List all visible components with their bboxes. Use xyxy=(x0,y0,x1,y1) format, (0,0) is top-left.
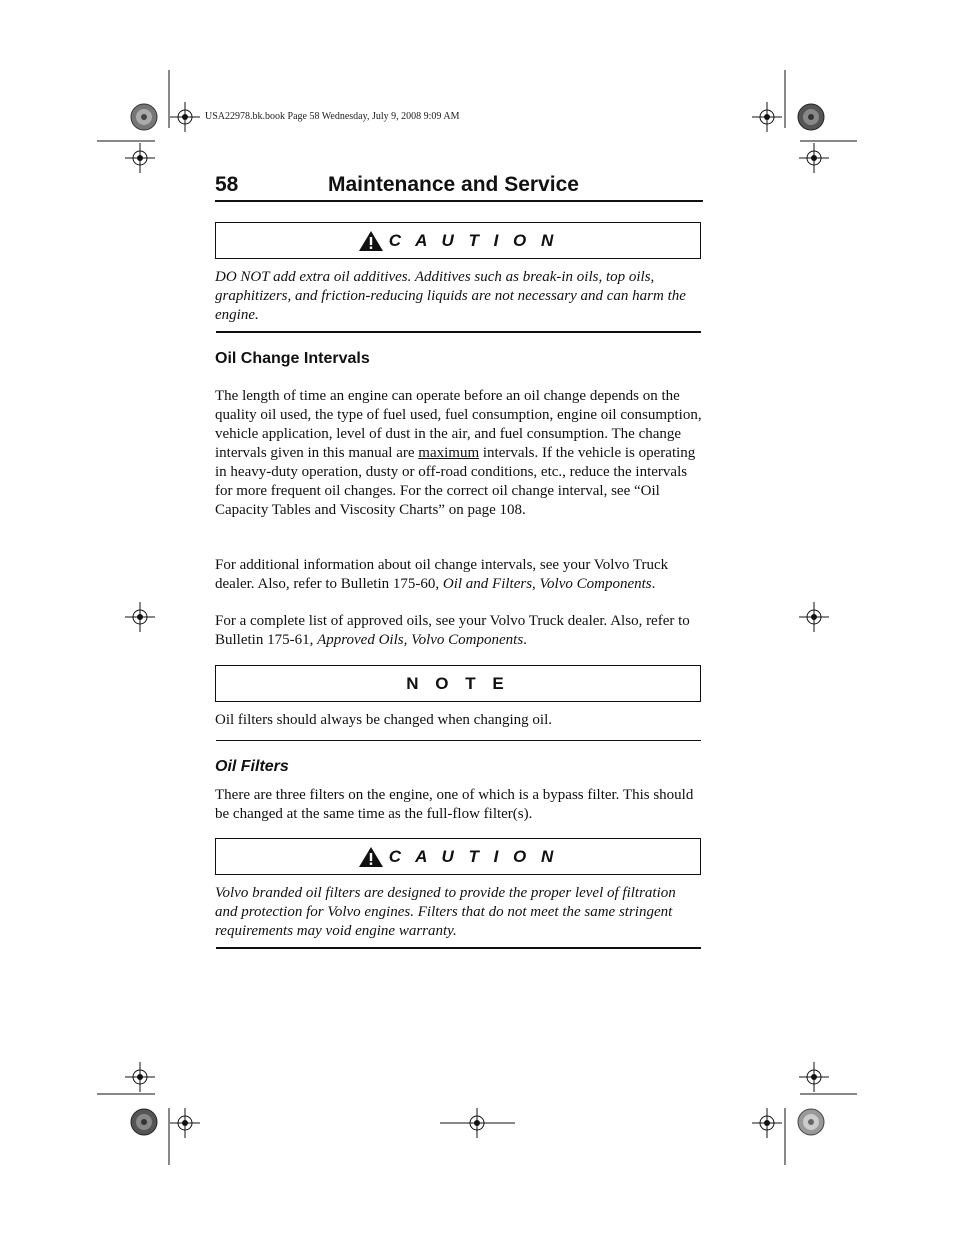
paragraph-text: intervals. If the vehicle is operating in heavy-duty operation, dusty or off-road conditions, etc., reduce the intervals for more frequent oil changes. For the correct oil change interval, see “Oil Capacity Tables and Viscosity Charts” on page 108. xyxy=(215,445,696,518)
paragraph-text: For a complete list of approved oils, see your Volvo Truck dealer. Also, refer to Bulletin 175-61, xyxy=(215,613,690,648)
paragraph-text: The length of time an engine can operate before an oil change depends on the quality oil used, the type of fuel used, fuel consumption, engine oil consumption, vehicle application, level of dust in the air, and fuel consumption. The change intervals given in this manual are xyxy=(215,388,702,461)
section-heading: Oil Change Intervals xyxy=(215,350,370,367)
warning-triangle-icon xyxy=(358,846,384,868)
registration-mark-icon xyxy=(799,602,829,632)
color-wheel-icon xyxy=(130,103,158,131)
divider xyxy=(216,740,701,741)
registration-mark-icon xyxy=(799,1062,829,1092)
registration-mark-icon xyxy=(752,1108,782,1138)
crop-tick xyxy=(440,1122,515,1125)
divider xyxy=(216,331,701,333)
paragraph-text: . xyxy=(523,632,527,648)
page-title: Maintenance and Service xyxy=(328,173,579,196)
registration-mark-icon xyxy=(799,143,829,173)
paragraph: There are three filters on the engine, one of which is a bypass filter. This should be changed at the same time as the full-flow filter(s). xyxy=(215,787,694,822)
color-wheel-icon xyxy=(797,1108,825,1136)
page-header xyxy=(215,170,703,202)
paragraph-text: For additional information about oil change intervals, see your Volvo Truck dealer. Also, refer to Bulletin 175-60, xyxy=(215,557,669,592)
caution-label: C A U T I O N xyxy=(388,846,559,866)
paragraph xyxy=(215,387,705,520)
print-slug: USA22978.bk.book Page 58 Wednesday, July 9, 2008 9:09 AM xyxy=(205,111,460,122)
note-label: N O T E xyxy=(406,673,510,693)
color-wheel-icon xyxy=(797,103,825,131)
caution-box xyxy=(215,222,701,259)
divider xyxy=(216,947,701,949)
paragraph xyxy=(215,556,705,594)
registration-mark-icon xyxy=(170,1108,200,1138)
subsection-heading: Oil Filters xyxy=(215,758,289,775)
caution-text: Volvo branded oil filters are designed to provide the proper level of filtration and protection for Volvo engines. Filters that do not meet the same stringent requirements may void engine warranty. xyxy=(215,885,676,939)
registration-mark-icon xyxy=(125,143,155,173)
bulletin-title: Oil and Filters, Volvo Components xyxy=(442,576,652,592)
note-box xyxy=(215,665,701,702)
caution-text: DO NOT add extra oil additives. Additives such as break-in oils, top oils, graphitizers, and friction-reducing liquids are not necessary and can harm the engine. xyxy=(215,269,686,323)
page-number: 58 xyxy=(215,173,239,196)
bulletin-title: Approved Oils, Volvo Components xyxy=(317,632,524,648)
paragraph xyxy=(215,612,705,650)
caution-box xyxy=(215,838,701,875)
registration-mark-icon xyxy=(170,102,200,132)
caution-label: C A U T I O N xyxy=(388,230,559,250)
underlined-text: maximum xyxy=(418,445,480,461)
registration-mark-icon xyxy=(752,102,782,132)
registration-mark-icon xyxy=(125,1062,155,1092)
registration-mark-icon xyxy=(125,602,155,632)
color-wheel-icon xyxy=(130,1108,158,1136)
warning-triangle-icon xyxy=(358,230,384,252)
paragraph-text: . xyxy=(651,576,656,592)
note-text: Oil filters should always be changed when changing oil. xyxy=(215,712,553,728)
